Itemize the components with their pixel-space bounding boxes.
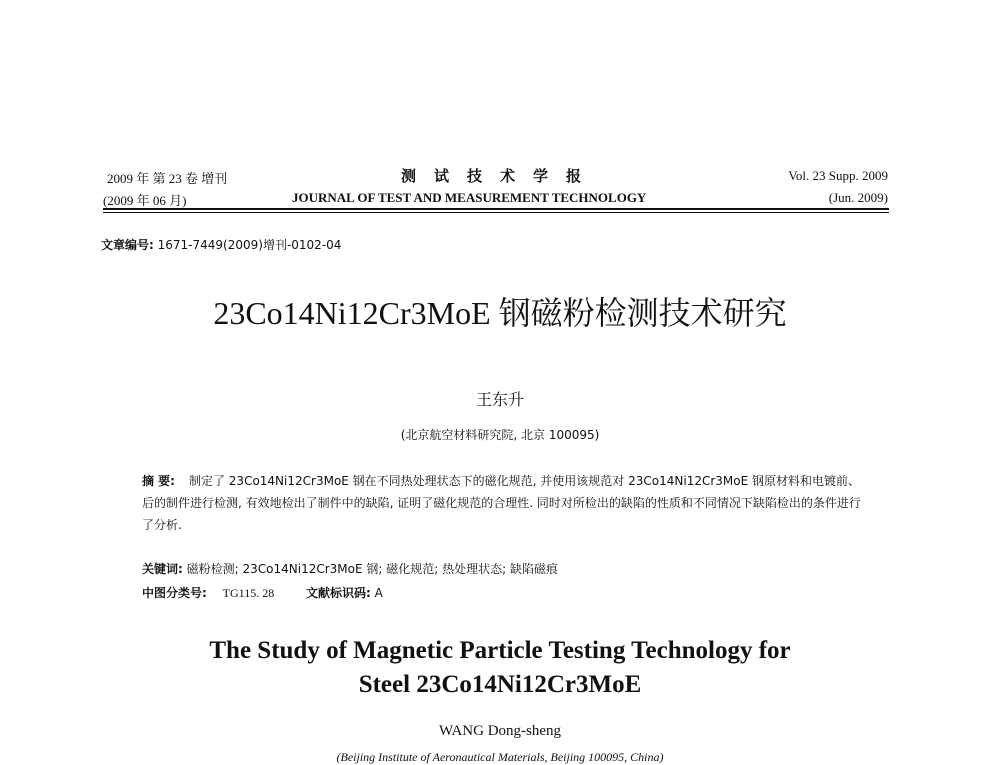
abstract-text: 制定了 23Co14Ni12Cr3MoE 钢在不同热处理状态下的磁化规范, 并使用该规范对 23Co14Ni12Cr3MoE 钢原材料和电镀前、后的制件进行检测, 有效地检出了制件中的缺陷, 证明了磁化规范的合理性. 同时对所检出的缺陷的性质和不同情况下缺陷检出的条件进行了分析. bbox=[142, 474, 861, 532]
article-number bbox=[101, 236, 341, 253]
doc-code-value: A bbox=[374, 586, 383, 600]
keywords-text: 磁粉检测; 23Co14Ni12Cr3MoE 钢; 磁化规范; 热处理状态; 缺陷磁痕 bbox=[186, 562, 558, 576]
title-en-line2: Steel 23Co14Ni12Cr3MoE bbox=[358, 671, 642, 698]
keywords-cn bbox=[142, 560, 558, 577]
title-en bbox=[0, 634, 1000, 702]
header-date-en: (Jun. 2009) bbox=[828, 190, 888, 205]
journal-name-en: JOURNAL OF TEST AND MEASUREMENT TECHNOLOGY bbox=[292, 190, 647, 205]
affiliation-en: (Beijing Institute of Aeronautical Materials, Beijing 100095, China) bbox=[336, 750, 664, 764]
journal-name-cn: 测试技术学报 bbox=[400, 167, 599, 185]
title-en-line1: The Study of Magnetic Particle Testing Technology for bbox=[209, 637, 791, 664]
keywords-label: 关键词: bbox=[142, 562, 183, 576]
author-en: WANG Dong-sheng bbox=[438, 723, 562, 739]
abstract-cn bbox=[142, 470, 862, 536]
header-volume-en: Vol. 23 Supp. 2009 bbox=[788, 168, 888, 183]
title-cn: 23Co14Ni12Cr3MoE 钢磁粉检测技术研究 bbox=[213, 295, 787, 331]
author-cn: 王东升 bbox=[475, 390, 524, 409]
header-rule-thick bbox=[103, 208, 889, 210]
classification-cn bbox=[142, 584, 383, 601]
affiliation-cn: (北京航空材料研究院, 北京 100095) bbox=[400, 428, 600, 442]
article-number-value: 1671-7449(2009)增刊-0102-04 bbox=[157, 238, 342, 252]
abstract-label: 摘 要: bbox=[142, 474, 175, 488]
article-number-label: 文章编号: bbox=[101, 238, 154, 252]
doc-code-label: 文献标识码: bbox=[306, 586, 371, 600]
clc-value: TG115. 28 bbox=[222, 586, 275, 600]
clc-label: 中图分类号: bbox=[142, 586, 207, 600]
header-issue-cn: 2009 年 第 23 卷 增刊 bbox=[107, 171, 228, 186]
header-rule-thin bbox=[103, 212, 889, 213]
header-date-cn: (2009 年 06 月) bbox=[103, 193, 187, 208]
